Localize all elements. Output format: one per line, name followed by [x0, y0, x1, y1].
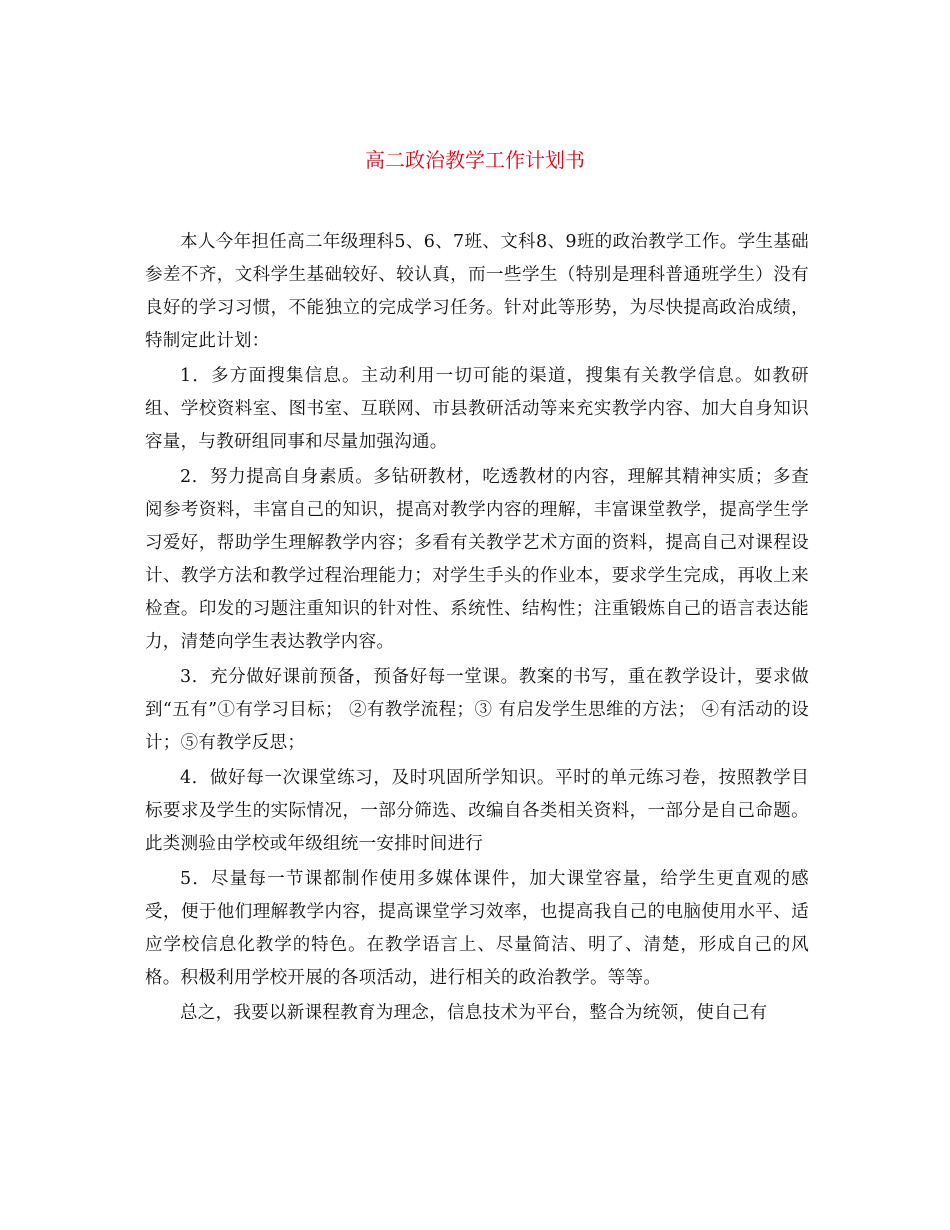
- paragraph-item-5: 5．尽量每一节课都制作使用多媒体课件，加大课堂容量，给学生更直观的感受，便于他们理解教学内容，提高课堂学习效率，也提高我自己的电脑使用水平、适应学校信息化教学的特色。在教学语言上、尽量简洁、明了、清楚，形成自己的风格。积极利用学校开展的各项活动，进行相关的政治教学。等等。: [145, 869, 809, 988]
- paragraph-item-2: 2．努力提高自身素质。多钻研教材，吃透教材的内容，理解其精神实质；多查阅参考资料，丰富自己的知识，提高对教学内容的理解，丰富课堂教学，提高学生学习爱好，帮助学生理解教学内容；多看有关教学艺术方面的资料，提高自己对课程设计、教学方法和教学过程治理能力；对学生手头的作业本，要求学生完成，再收上来检查。印发的习题注重知识的针对性、系统性、结构性；注重锻炼自己的语言表达能力，清楚向学生表达教学内容。: [145, 467, 809, 652]
- document-body: [145, 226, 809, 1030]
- paragraph-item-4: 4．做好每一次课堂练习，及时巩固所学知识。平时的单元练习卷，按照教学目标要求及学生的实际情况，一部分筛选、改编自各类相关资料，一部分是自己命题。此类测验由学校或年级组统一安排时间进行: [145, 768, 809, 854]
- paragraph-item-3: 3．充分做好课前预备，预备好每一堂课。教案的书写，重在教学设计，要求做到“五有”①有学习目标； ②有教学流程；③ 有启发学生思维的方法； ④有活动的设计；⑤有教学反思；: [145, 667, 809, 753]
- paragraph-item-1: 1．多方面搜集信息。主动利用一切可能的渠道，搜集有关教学信息。如教研组、学校资料室、图书室、互联网、市县教研活动等来充实教学内容、加大自身知识容量，与教研组同事和尽量加强沟通。: [145, 366, 809, 452]
- paragraph-conclusion: 总之，我要以新课程教育为理念，信息技术为平台，整合为统领，使自己有: [180, 1003, 768, 1023]
- paragraph-intro: 本人今年担任高二年级理科5、6、7班、文科8、9班的政治教学工作。学生基础参差不齐，文科学生基础较好、较认真，而一些学生（特别是理科普通班学生）没有良好的学习习惯，不能独立的完成学习任务。针对此等形势，为尽快提高政治成绩，特制定此计划：: [145, 232, 809, 351]
- document-title: 高二政治教学工作计划书: [365, 148, 585, 172]
